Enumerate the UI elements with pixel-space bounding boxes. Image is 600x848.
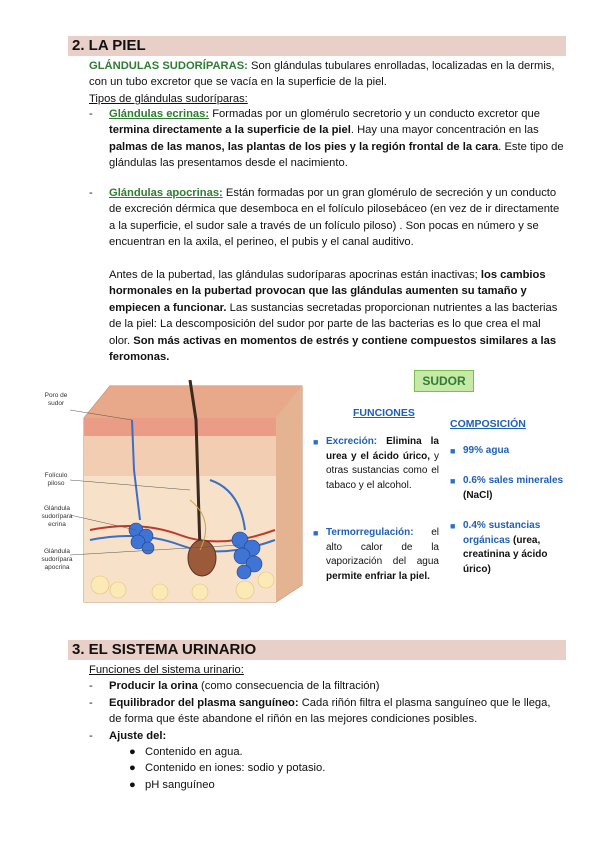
item3-bold: Ajuste del:	[109, 729, 167, 742]
intro-paragraph	[89, 58, 564, 91]
excrecion-text: y otras sustancias como el tabaco y el alcohol.	[326, 450, 440, 491]
urinario-item-1	[89, 678, 564, 694]
sub-item-text: Contenido en iones: sodio y potasio.	[145, 762, 326, 775]
label-foliculo-piloso: Folículo piloso	[44, 472, 68, 487]
item1-bold: Producir la orina	[109, 680, 198, 693]
sub-item-text: pH sanguíneo	[145, 778, 215, 791]
label-glandula-apocrina: Glándula sudorípara apocrina	[41, 548, 73, 571]
square-bullet-icon: ■	[450, 446, 456, 456]
comp-organicas-detail: (urea, creatinina y ácido úrico)	[463, 534, 548, 575]
skin-illustration	[40, 380, 310, 605]
puberty-text-2: Las sustancias secretadas proporcionan nutrientes a las bacterias de la piel: La descomposición del sudor por parte de las bacterias es lo que crea el mal olor.	[109, 301, 558, 347]
ecrinas-item	[89, 106, 564, 172]
composicion-title: COMPOSICIÓN	[450, 418, 526, 430]
urinario-item-2	[89, 695, 564, 728]
urinario-heading: Funciones del sistema urinario:	[89, 664, 244, 676]
termorregulacion-bold: permite enfriar la piel.	[326, 570, 430, 582]
sub-item-agua	[89, 744, 564, 760]
puberty-bold-1: los cambios hormonales en la pubertad provocan que las glándulas aumenten su tamaño y empiecen a funcionar.	[109, 269, 546, 314]
item2-text: Cada riñón filtra el plasma sanguíneo que le llega, de forma que éste abandone el riñón en las mejores condiciones posibles.	[109, 696, 551, 726]
sub-item-iones	[89, 760, 564, 776]
label-poro-sudor: Poro de sudor	[44, 392, 68, 407]
sub-item-ph	[89, 777, 564, 793]
ecrinas-bold-1: termina directamente a la superficie de la piel	[109, 124, 351, 137]
item2-bold: Equilibrador del plasma sanguíneo:	[109, 696, 299, 709]
termorregulacion-text: el alto calor de la vaporización del agua	[326, 527, 439, 567]
comp-sales	[450, 474, 573, 503]
comp-sales-text: 0.6% sales minerales	[463, 475, 564, 486]
intro-term: GLÁNDULAS SUDORÍPARAS:	[89, 60, 248, 72]
apocrinas-text: Están formadas por un gran glomérulo de secreción y un conducto de excreción dérmica que desemboca en el folículo pilosebáceo (en vez de ir directamente a la superficie, el sudor sale a través de un folículo piloso) . Son pocas en número y se encuentran en la axila, el perineo, el pubis y el canal auditivo.	[109, 187, 560, 249]
square-bullet-icon: ■	[450, 476, 456, 486]
skin-diagram	[40, 380, 310, 605]
item1-text: (como consecuencia de la filtración)	[197, 680, 380, 693]
excrecion-term: Excreción:	[326, 436, 378, 447]
dash-bullet: -	[89, 680, 93, 693]
sub-item-text: Contenido en agua.	[145, 746, 243, 759]
comp-organicas	[450, 519, 573, 577]
urinario-item-3	[89, 728, 564, 744]
termorregulacion-term: Termorregulación:	[326, 527, 414, 538]
ecrinas-text-2: . Hay una mayor concentración en las	[350, 124, 539, 137]
sudor-badge: SUDOR	[414, 370, 474, 392]
ecrinas-text-3: . Este tipo de glándulas las presentamos desde el nacimiento.	[109, 140, 564, 170]
excrecion-bold: Elimina la urea y el ácido úrico,	[326, 436, 439, 462]
comp-organicas-text: 0.4% sustancias orgánicas	[463, 520, 541, 546]
types-heading-block	[89, 91, 564, 107]
dash-bullet: -	[89, 696, 93, 709]
bullet-dot-icon: ●	[129, 746, 136, 759]
ecrinas-text-1: Formadas por un glomérulo secretorio y un conducto excretor que	[209, 108, 540, 120]
ecrinas-bold-2: palmas de las manos, las plantas de los pies y la región frontal de la cara	[109, 140, 499, 153]
puberty-paragraph	[109, 267, 564, 365]
label-glandula-ecrina: Glándula sudorípara ecrina	[41, 505, 73, 528]
funcion-termorregulacion	[313, 526, 439, 584]
comp-sales-formula: (NaCl)	[463, 489, 493, 501]
comp-agua-text: 99% agua	[463, 445, 510, 456]
section-title-la-piel: 2. LA PIEL	[68, 36, 566, 56]
funcion-excrecion	[313, 435, 440, 493]
funciones-title: FUNCIONES	[353, 407, 415, 419]
section-title-sistema-urinario: 3. EL SISTEMA URINARIO	[68, 640, 566, 660]
urinario-functions	[89, 662, 564, 793]
ecrinas-term: Glándulas ecrinas:	[109, 108, 210, 120]
bullet-dot-icon: ●	[129, 778, 136, 791]
intro-text: Son glándulas tubulares enrolladas, localizadas en la dermis, con un tubo excretor que se vacía en la superficie de la piel.	[89, 60, 555, 89]
bullet-dot-icon: ●	[129, 762, 136, 775]
types-heading: Tipos de glándulas sudoríparas:	[89, 93, 248, 105]
comp-agua	[450, 444, 573, 459]
dash-bullet: -	[89, 187, 93, 199]
apocrinas-term: Glándulas apocrinas:	[109, 187, 223, 199]
dash-bullet: -	[89, 729, 93, 742]
puberty-bold-2: Son más activas en momentos de estrés y contiene compuestos similares a las feromonas.	[109, 334, 557, 364]
dash-bullet: -	[89, 108, 93, 120]
square-bullet-icon: ■	[313, 528, 319, 538]
square-bullet-icon: ■	[313, 437, 319, 447]
apocrinas-item	[89, 185, 564, 251]
square-bullet-icon: ■	[450, 521, 456, 531]
puberty-text-1: Antes de la pubertad, las glándulas sudoríparas apocrinas están inactivas;	[109, 269, 481, 281]
